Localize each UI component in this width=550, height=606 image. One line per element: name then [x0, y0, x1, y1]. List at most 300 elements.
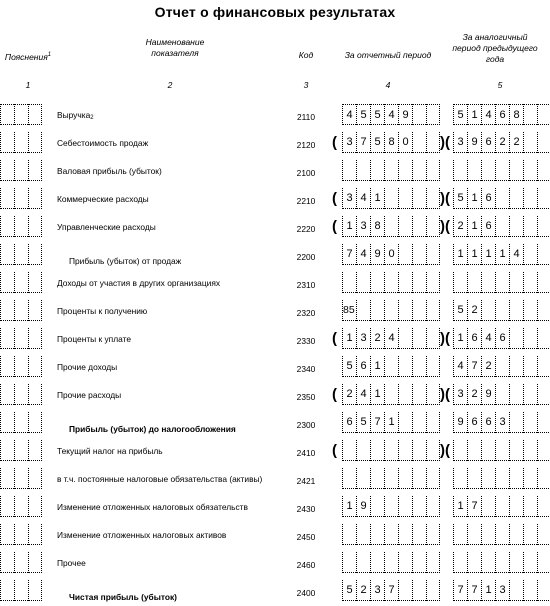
digit-cell [412, 524, 426, 545]
digit-cell: 1 [467, 188, 481, 209]
table-row [0, 242, 550, 270]
digit-cell [412, 552, 426, 573]
row-label-text: Проценты к получению [57, 306, 148, 316]
digit-cell: 9 [370, 244, 384, 265]
digit-cell [356, 552, 370, 573]
header-prev [440, 32, 550, 65]
notes-cells [0, 244, 42, 265]
digit-cell [384, 524, 398, 545]
digit-cell [370, 524, 384, 545]
digit-cell [0, 188, 14, 209]
digit-cell: 9 [453, 412, 467, 433]
open-paren-current: ( [332, 218, 337, 235]
digit-cell: 6 [495, 104, 509, 125]
row-code: 2340 [296, 364, 316, 374]
digit-cell [537, 328, 550, 349]
previous-period-cells [453, 552, 550, 573]
current-period-cells [342, 300, 440, 321]
previous-period-cells [453, 468, 550, 489]
row-code: 2350 [296, 392, 316, 402]
digit-cell [495, 468, 509, 489]
digit-cell [398, 188, 412, 209]
previous-period-cells [453, 188, 550, 209]
paren-between-periods: )( [440, 134, 450, 151]
digit-cell: 8 [509, 104, 523, 125]
digit-cell [28, 244, 42, 265]
digit-cell [523, 160, 537, 181]
row-code: 2410 [296, 448, 316, 458]
digit-cell [0, 132, 14, 153]
digit-cell [412, 580, 426, 601]
digit-cell: 7 [342, 244, 356, 265]
digit-cell [523, 356, 537, 377]
digit-cell [0, 300, 14, 321]
row-code: 2120 [296, 140, 316, 150]
row-label [69, 424, 236, 434]
digit-cell: 3 [356, 328, 370, 349]
digit-cell [481, 160, 495, 181]
table-row [0, 438, 550, 466]
digit-cell [28, 496, 42, 517]
digit-cell [523, 188, 537, 209]
header-name [120, 37, 230, 59]
digit-cell: 5 [342, 356, 356, 377]
row-label-text: Прочие доходы [57, 362, 118, 372]
digit-cell: 9 [467, 132, 481, 153]
row-label [57, 278, 220, 288]
digit-cell [537, 244, 550, 265]
digit-cell: 2 [370, 328, 384, 349]
current-period-cells [342, 188, 440, 209]
digit-cell [467, 468, 481, 489]
digit-cell [495, 524, 509, 545]
column-number-1: 1 [25, 80, 31, 90]
digit-cell: 5 [356, 412, 370, 433]
digit-cell [537, 468, 550, 489]
row-code: 2330 [296, 336, 316, 346]
digit-cell [342, 524, 356, 545]
digit-cell [356, 272, 370, 293]
current-period-cells [342, 524, 440, 545]
digit-cell: 6 [342, 412, 356, 433]
digit-cell [342, 552, 356, 573]
row-label [57, 110, 94, 121]
current-period-cells [342, 440, 440, 461]
row-label [69, 592, 177, 602]
digit-cell: 2 [481, 356, 495, 377]
previous-period-cells [453, 300, 550, 321]
digit-cell [384, 468, 398, 489]
row-label-text: Чистая прибыль (убыток) [69, 592, 177, 602]
digit-cell [467, 160, 481, 181]
current-period-cells [342, 468, 440, 489]
digit-cell [523, 440, 537, 461]
digit-cell: 2 [342, 384, 356, 405]
digit-cell: 1 [370, 356, 384, 377]
digit-cell [426, 496, 440, 517]
row-label-footnote: 2 [90, 115, 94, 121]
digit-cell: 5 [370, 104, 384, 125]
digit-cell: 5 [356, 104, 370, 125]
digit-cell [523, 216, 537, 237]
digit-cell [495, 552, 509, 573]
digit-cell [356, 524, 370, 545]
digit-cell [509, 468, 523, 489]
digit-cell [0, 524, 14, 545]
digit-cell [398, 468, 412, 489]
notes-cells [0, 104, 42, 125]
digit-cell [398, 272, 412, 293]
table-row [0, 130, 550, 158]
digit-cell [481, 524, 495, 545]
digit-cell [537, 188, 550, 209]
digit-cell [398, 216, 412, 237]
row-label [57, 166, 162, 176]
digit-cell [28, 328, 42, 349]
digit-cell: 3 [453, 384, 467, 405]
digit-cell [523, 524, 537, 545]
row-label [57, 502, 248, 512]
row-code: 2400 [296, 588, 316, 598]
table-row [0, 186, 550, 214]
digit-cell [481, 300, 495, 321]
open-paren-current: ( [332, 386, 337, 403]
row-label-text: Проценты к уплате [57, 334, 131, 344]
notes-cells [0, 440, 42, 461]
digit-cell [509, 552, 523, 573]
digit-cell [412, 496, 426, 517]
digit-cell [356, 300, 370, 321]
digit-cell: 4 [384, 104, 398, 125]
digit-cell [467, 272, 481, 293]
digit-cell [398, 524, 412, 545]
digit-cell [398, 496, 412, 517]
digit-cell: 1 [481, 244, 495, 265]
digit-cell [509, 216, 523, 237]
row-label-text: Текущий налог на прибыль [57, 446, 163, 456]
digit-cell [426, 132, 440, 153]
digit-cell [370, 552, 384, 573]
digit-cell: 1 [495, 244, 509, 265]
digit-cell [426, 412, 440, 433]
digit-cell [412, 244, 426, 265]
digit-cell [537, 272, 550, 293]
digit-cell [28, 524, 42, 545]
digit-cell [453, 440, 467, 461]
digit-cell [398, 440, 412, 461]
digit-cell [537, 104, 550, 125]
previous-period-cells [453, 272, 550, 293]
current-period-cells [342, 580, 440, 601]
digit-cell [28, 580, 42, 601]
digit-cell [426, 580, 440, 601]
header-prev-line2: период предыдущего [452, 43, 538, 53]
table-row [0, 354, 550, 382]
notes-cells [0, 272, 42, 293]
digit-cell [412, 384, 426, 405]
digit-cell [481, 272, 495, 293]
header-prev-line1: За аналогичный [462, 32, 528, 42]
row-label [57, 474, 262, 484]
row-label-text: в т.ч. постоянные налоговые обязательства (активы) [57, 474, 263, 484]
digit-cell [509, 412, 523, 433]
digit-cell [398, 160, 412, 181]
notes-cells [0, 552, 42, 573]
digit-cell [384, 356, 398, 377]
row-label [57, 334, 131, 344]
row-label-text: Себестоимость продаж [57, 138, 149, 148]
digit-cell [426, 216, 440, 237]
digit-cell [467, 440, 481, 461]
table-row [0, 466, 550, 494]
row-code: 2110 [296, 112, 315, 122]
digit-cell [412, 328, 426, 349]
digit-cell: 7 [356, 132, 370, 153]
digit-cell: 5 [453, 300, 467, 321]
digit-cell [509, 160, 523, 181]
table-row [0, 326, 550, 354]
digit-cell [537, 384, 550, 405]
row-code: 2200 [296, 252, 316, 262]
current-period-value: 85 [343, 304, 355, 316]
digit-cell [384, 384, 398, 405]
digit-cell [412, 356, 426, 377]
current-period-cells [342, 132, 440, 153]
current-period-cells [342, 496, 440, 517]
digit-cell: 6 [481, 412, 495, 433]
digit-cell [481, 468, 495, 489]
notes-cells [0, 496, 42, 517]
digit-cell [426, 104, 440, 125]
digit-cell [537, 552, 550, 573]
previous-period-cells [453, 244, 550, 265]
digit-cell: 4 [356, 244, 370, 265]
digit-cell [14, 160, 28, 181]
current-period-cells [342, 104, 440, 125]
digit-cell [28, 132, 42, 153]
digit-cell [384, 552, 398, 573]
row-code: 2450 [296, 532, 316, 542]
row-code: 2100 [296, 168, 316, 178]
digit-cell: 4 [481, 104, 495, 125]
column-number-3: 3 [303, 80, 309, 90]
digit-cell: 3 [342, 132, 356, 153]
digit-cell [384, 272, 398, 293]
notes-cells [0, 524, 42, 545]
digit-cell: 1 [342, 216, 356, 237]
digit-cell: 1 [481, 580, 495, 601]
digit-cell: 1 [453, 496, 467, 517]
digit-cell [495, 440, 509, 461]
digit-cell [509, 384, 523, 405]
header-current: За отчетный период [344, 50, 432, 60]
digit-cell: 8 [384, 132, 398, 153]
digit-cell [481, 552, 495, 573]
open-paren-current: ( [332, 134, 337, 151]
digit-cell [384, 216, 398, 237]
digit-cell [495, 216, 509, 237]
digit-cell [426, 188, 440, 209]
current-period-cells [342, 244, 440, 265]
digit-cell [426, 552, 440, 573]
table-row [0, 578, 550, 606]
row-label [69, 256, 181, 266]
digit-cell [412, 440, 426, 461]
digit-cell [523, 384, 537, 405]
row-label-text: Прочие расходы [57, 390, 122, 400]
digit-cell: 3 [495, 580, 509, 601]
current-period-cells [342, 384, 440, 405]
digit-cell: 4 [384, 328, 398, 349]
row-label-text: Управленческие расходы [57, 222, 156, 232]
report-title: Отчет о финансовых результатах [154, 4, 396, 20]
digit-cell [0, 216, 14, 237]
digit-cell [453, 272, 467, 293]
digit-cell: 4 [356, 384, 370, 405]
paren-between-periods: )( [440, 330, 450, 347]
digit-cell [14, 356, 28, 377]
digit-cell [28, 188, 42, 209]
digit-cell: 6 [467, 328, 481, 349]
digit-cell: 2 [509, 132, 523, 153]
table-row [0, 550, 550, 578]
header-code: Код [298, 50, 314, 60]
digit-cell [509, 580, 523, 601]
digit-cell [509, 188, 523, 209]
row-label [57, 194, 149, 204]
row-code: 2300 [296, 420, 316, 430]
digit-cell [0, 384, 14, 405]
row-label [57, 390, 121, 400]
paren-between-periods: )( [440, 218, 450, 235]
paren-between-periods: )( [440, 442, 450, 459]
digit-cell: 7 [384, 580, 398, 601]
previous-period-cells [453, 132, 550, 153]
digit-cell [14, 552, 28, 573]
table-row [0, 494, 550, 522]
row-code: 2460 [296, 560, 316, 570]
digit-cell: 7 [467, 356, 481, 377]
digit-cell [0, 244, 14, 265]
digit-cell [0, 412, 14, 433]
digit-cell: 3 [356, 216, 370, 237]
row-label [57, 530, 226, 540]
table-row [0, 102, 550, 130]
notes-cells [0, 384, 42, 405]
current-period-cells [342, 328, 440, 349]
digit-cell [342, 272, 356, 293]
digit-cell [509, 328, 523, 349]
previous-period-cells [453, 104, 550, 125]
digit-cell [0, 356, 14, 377]
digit-cell [481, 496, 495, 517]
digit-cell: 5 [342, 580, 356, 601]
digit-cell: 7 [453, 580, 467, 601]
digit-cell: 6 [356, 356, 370, 377]
digit-cell [0, 468, 14, 489]
digit-cell [342, 440, 356, 461]
digit-cell [0, 440, 14, 461]
digit-cell: 4 [509, 244, 523, 265]
table-row [0, 158, 550, 186]
digit-cell [426, 300, 440, 321]
table-row [0, 410, 550, 438]
digit-cell: 1 [384, 412, 398, 433]
digit-cell [509, 300, 523, 321]
column-number-5: 5 [497, 80, 503, 90]
digit-cell [426, 244, 440, 265]
digit-cell: 9 [356, 496, 370, 517]
table-row [0, 522, 550, 550]
digit-cell [356, 160, 370, 181]
row-code: 2220 [296, 224, 316, 234]
notes-cells [0, 300, 42, 321]
digit-cell: 1 [467, 104, 481, 125]
digit-cell [398, 552, 412, 573]
digit-cell [412, 272, 426, 293]
digit-cell [495, 300, 509, 321]
digit-cell [370, 300, 384, 321]
current-period-cells [342, 272, 440, 293]
digit-cell [509, 496, 523, 517]
digit-cell [523, 580, 537, 601]
digit-cell [14, 384, 28, 405]
digit-cell [453, 552, 467, 573]
digit-cell [523, 104, 537, 125]
digit-cell [14, 272, 28, 293]
digit-cell [537, 524, 550, 545]
header-notes-sup: 1 [47, 52, 52, 58]
digit-cell [28, 412, 42, 433]
digit-cell: 2 [467, 384, 481, 405]
digit-cell [426, 160, 440, 181]
digit-cell: 5 [370, 132, 384, 153]
digit-cell: 0 [384, 244, 398, 265]
digit-cell [412, 300, 426, 321]
digit-cell [453, 160, 467, 181]
digit-cell [426, 328, 440, 349]
previous-period-cells [453, 356, 550, 377]
current-period-cells [342, 552, 440, 573]
previous-period-cells [453, 580, 550, 601]
digit-cell [28, 272, 42, 293]
paren-between-periods: )( [440, 190, 450, 207]
row-label-text: Прибыль (убыток) от продаж [69, 256, 182, 266]
digit-cell [14, 244, 28, 265]
digit-cell [28, 384, 42, 405]
previous-period-cells [453, 412, 550, 433]
digit-cell [523, 132, 537, 153]
notes-cells [0, 412, 42, 433]
table-row [0, 214, 550, 242]
digit-cell [426, 272, 440, 293]
digit-cell: 4 [356, 188, 370, 209]
digit-cell [398, 328, 412, 349]
open-paren-current: ( [332, 442, 337, 459]
digit-cell [384, 160, 398, 181]
row-code: 2320 [296, 308, 316, 318]
digit-cell: 3 [342, 188, 356, 209]
header-name-line2: показателя [151, 48, 199, 58]
digit-cell [384, 440, 398, 461]
digit-cell: 6 [467, 412, 481, 433]
digit-cell [523, 272, 537, 293]
notes-cells [0, 580, 42, 601]
row-label-text: Доходы от участия в других организациях [57, 278, 221, 288]
previous-period-cells [453, 524, 550, 545]
digit-cell [523, 496, 537, 517]
digit-cell: 4 [342, 104, 356, 125]
